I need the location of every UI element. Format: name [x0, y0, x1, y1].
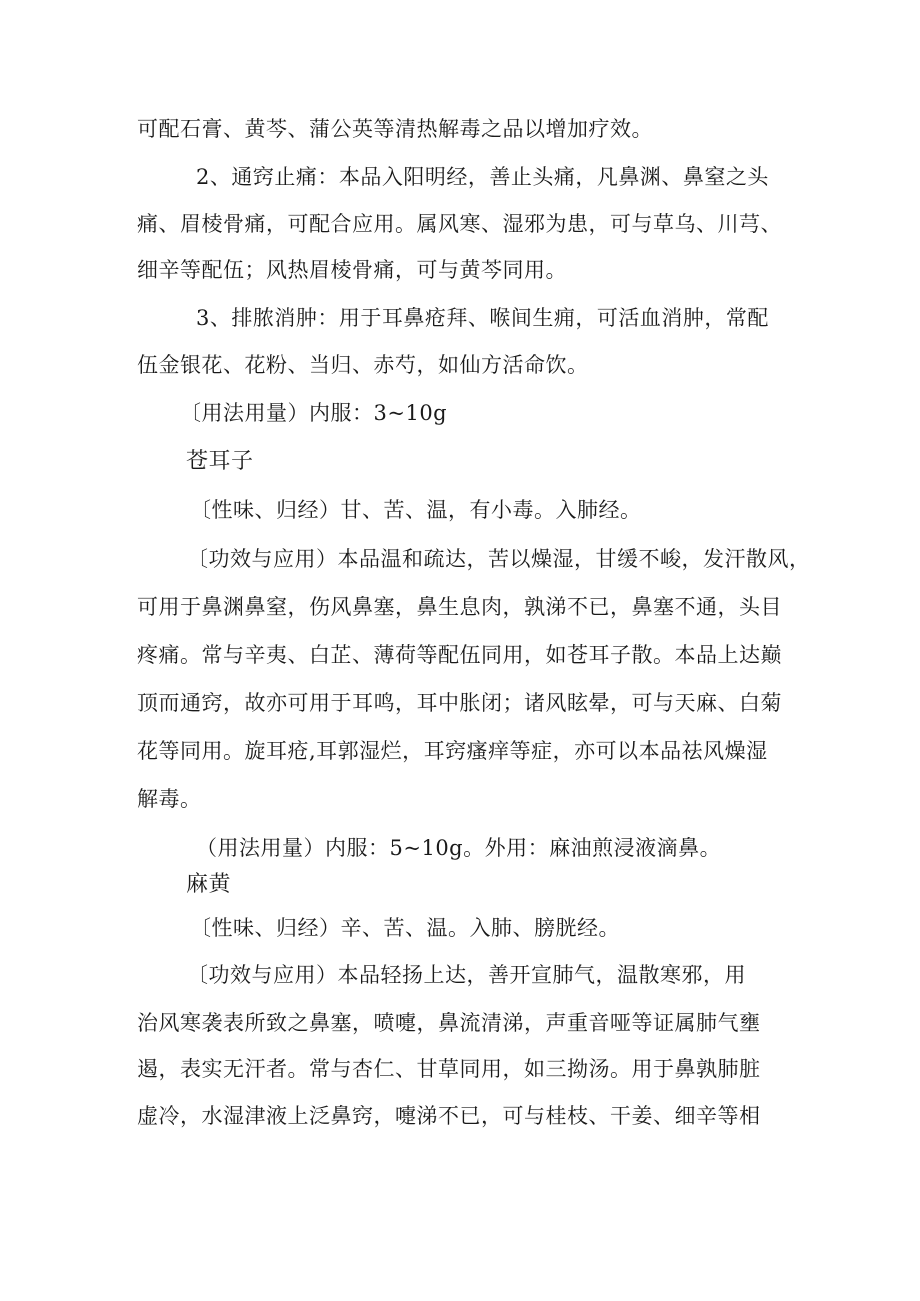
text-line: 解毒。: [137, 787, 202, 811]
text-line: 〔功效与应用）本品轻扬上达，善开宣肺气，温散寒邪，用: [187, 963, 746, 987]
text-line: 伍金银花、花粉、当归、赤芍，如仙方活命饮。: [137, 353, 589, 377]
text-line: （用法用量）内服：5~10g。外用：麻油煎浸液滴鼻。: [196, 836, 722, 860]
text-line: 〔用法用量）内服：3~10g: [180, 401, 448, 425]
section-heading: 麻黄: [186, 872, 232, 897]
text-line: 可配石膏、黄芩、蒲公英等清热解毒之品以增加疗效。: [137, 117, 653, 141]
text-line: 3、排脓消肿：用于耳鼻疮拜、喉间生痈，可活血消肿，常配: [196, 306, 769, 330]
section-heading: 苍耳子: [186, 449, 254, 474]
text-line: 可用于鼻渊鼻窒，伤风鼻塞，鼻生息肉，孰涕不已，鼻塞不通，头目: [137, 595, 782, 619]
text-line: 〔功效与应用）本品温和疏达，苦以燥湿，甘缓不峻，发汗散风，: [187, 547, 811, 571]
text-line: 虚冷，水湿津液上泛鼻窍，嚏涕不已，可与桂枝、干姜、细辛等相: [137, 1104, 761, 1128]
text-line: 2、通窍止痛：本品入阳明经，善止头痛，凡鼻渊、鼻窒之头: [196, 165, 769, 189]
text-line: 细辛等配伍；风热眉棱骨痛，可与黄芩同用。: [137, 258, 567, 282]
text-line: 顶而通窍，故亦可用于耳鸣，耳中胀闭；诸风眩晕，可与天麻、白菊: [137, 691, 782, 715]
text-line: 花等同用。旋耳疮,耳郭湿烂，耳窍瘙痒等症，亦可以本品祛风燥湿: [137, 739, 768, 763]
text-line: 〔性味、归经）辛、苦、温。入肺、膀胱经。: [190, 916, 620, 940]
text-line: 痛、眉棱骨痛，可配合应用。属风寒、湿邪为患，可与草乌、川芎、: [137, 212, 782, 236]
text-line: 疼痛。常与辛夷、白芷、薄荷等配伍同用，如苍耳子散。本品上达巅: [137, 643, 782, 667]
text-line: 治风寒袭表所致之鼻塞，喷嚏，鼻流清涕，声重音哑等证属肺气壅: [137, 1011, 761, 1035]
text-line: 遏，表实无汗者。常与杏仁、甘草同用，如三拗汤。用于鼻孰肺脏: [137, 1057, 761, 1081]
text-line: 〔性味、归经）甘、苦、温，有小毒。入肺经。: [190, 498, 642, 522]
